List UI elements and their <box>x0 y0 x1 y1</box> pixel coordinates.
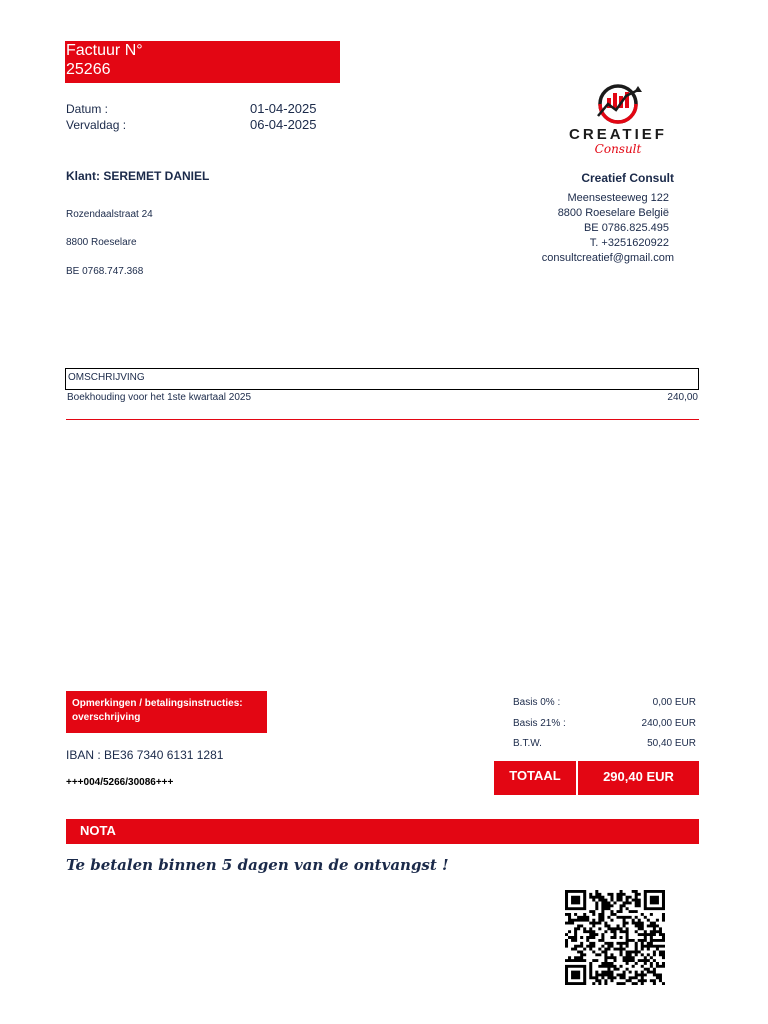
btw-value: 50,40 EUR <box>647 738 696 749</box>
table-row-amount: 240,00 <box>667 392 698 403</box>
company-logo-wordmark: CREATIEF <box>569 126 667 143</box>
basis21-value: 240,00 EUR <box>641 718 696 729</box>
due-date-value: 06-04-2025 <box>250 117 317 132</box>
company-street: Meensesteeweg 122 <box>567 192 669 204</box>
invoice-title: Factuur N° <box>66 42 143 59</box>
client-vat: BE 0768.747.368 <box>66 266 144 277</box>
qr-code-icon <box>565 890 665 985</box>
iban: IBAN : BE36 7340 6131 1281 <box>66 748 224 762</box>
basis0-value: 0,00 EUR <box>652 697 696 708</box>
client-city: 8800 Roeselare <box>66 237 137 248</box>
remarks-title: Opmerkingen / betalingsinstructies: <box>72 698 243 709</box>
invoice-number: 25266 <box>66 61 111 78</box>
basis0-label: Basis 0% : <box>513 697 561 708</box>
remarks-method: overschrijving <box>72 712 141 723</box>
structured-reference: +++004/5266/30086+++ <box>66 777 174 788</box>
remarks-box <box>66 691 267 733</box>
invoice-title-box <box>65 41 340 83</box>
company-logo-script: Consult <box>594 142 642 156</box>
payment-terms-note: Te betalen binnen 5 dagen van de ontvangst ! <box>66 856 449 874</box>
table-row-description: Boekhouding voor het 1ste kwartaal 2025 <box>67 392 252 403</box>
due-date-label: Vervaldag : <box>66 118 127 132</box>
nota-bar: NOTA <box>66 819 699 844</box>
total-label: TOTAAL <box>494 761 576 795</box>
btw-label: B.T.W. <box>513 738 542 749</box>
date-label: Datum : <box>66 102 109 116</box>
company-logo-icon <box>592 82 644 126</box>
client-street: Rozendaalstraat 24 <box>66 209 153 220</box>
total-value: 290,40 EUR <box>578 761 699 795</box>
company-email: consultcreatief@gmail.com <box>541 252 674 264</box>
basis21-label: Basis 21% : <box>513 718 566 729</box>
company-phone: T. +3251620922 <box>589 237 669 249</box>
company-city: 8800 Roeselare België <box>557 207 669 219</box>
company-vat: BE 0786.825.495 <box>583 222 669 234</box>
date-value: 01-04-2025 <box>250 101 317 116</box>
table-header: OMSCHRIJVING <box>65 368 699 390</box>
company-name: Creatief Consult <box>581 171 674 185</box>
table-divider <box>66 419 699 420</box>
client-name: Klant: SEREMET DANIEL <box>66 169 210 183</box>
company-address-block <box>541 191 674 266</box>
